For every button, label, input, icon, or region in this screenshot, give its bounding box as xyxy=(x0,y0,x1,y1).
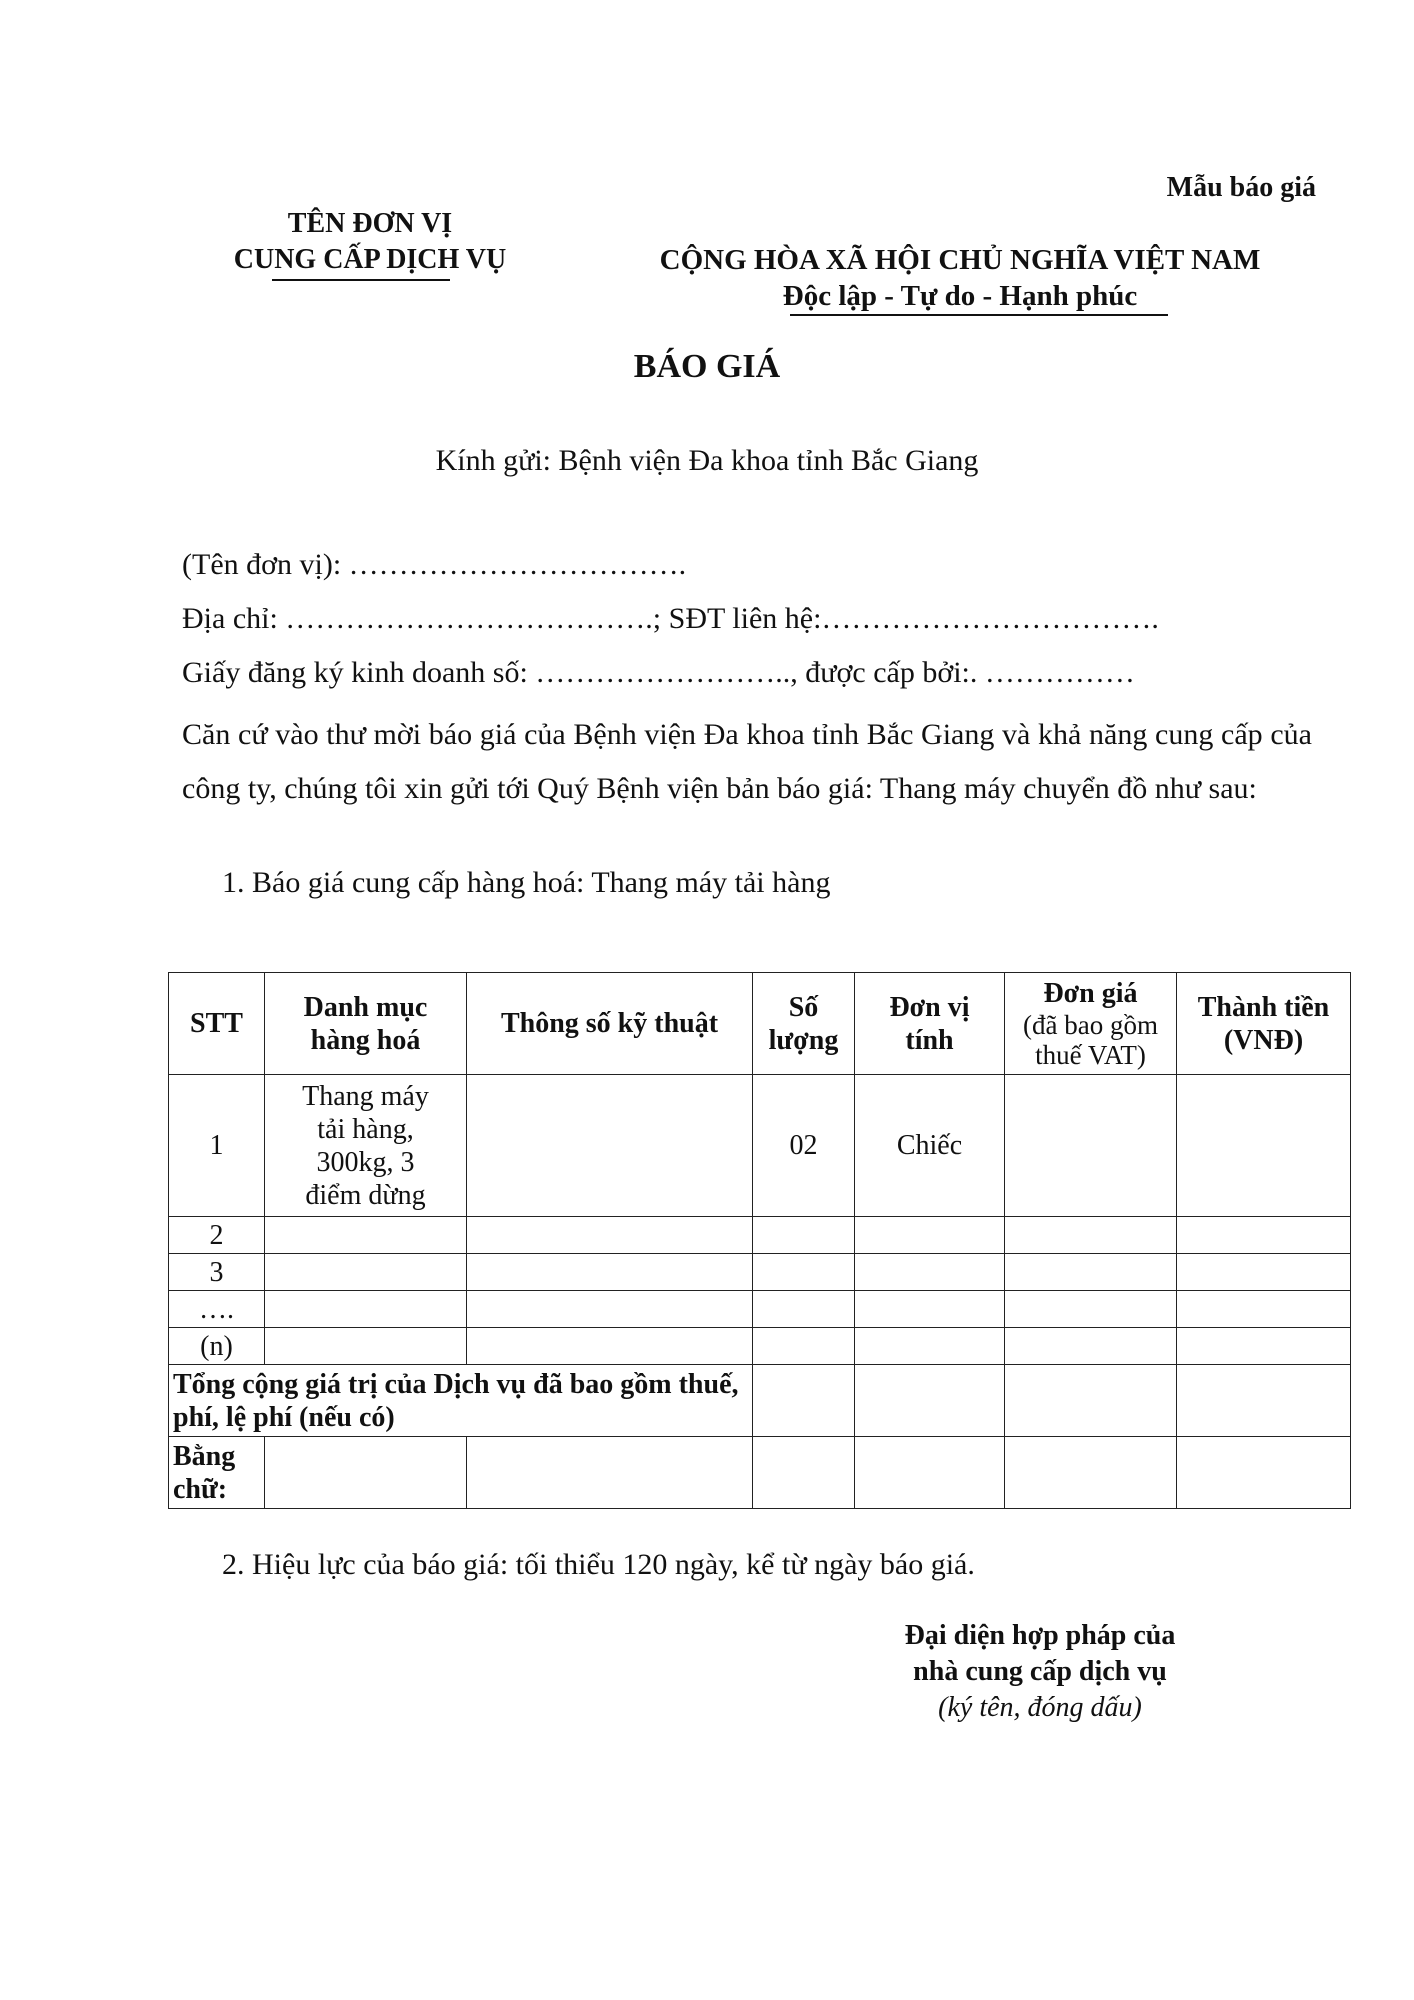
amount-in-words-label xyxy=(169,1437,265,1509)
motto-underline xyxy=(790,314,1168,316)
header-quantity-line2: lượng xyxy=(768,1024,839,1056)
row1-item-name-line3: 300kg, 3 xyxy=(316,1146,415,1178)
header-category xyxy=(265,973,467,1075)
table-row xyxy=(169,1328,1351,1365)
quotation-table xyxy=(168,972,1351,1509)
row-stt: …. xyxy=(169,1291,265,1328)
unit-name-field: (Tên đơn vị): ……………………………. xyxy=(182,548,687,581)
national-motto: Độc lập - Tự do - Hạnh phúc xyxy=(782,280,1138,312)
table-row xyxy=(169,1217,1351,1254)
header-unit-line1: Đơn vị xyxy=(889,991,970,1023)
total-label-line2: phí, lệ phí (nếu có) xyxy=(173,1401,395,1433)
row1-unit-price xyxy=(1005,1075,1177,1217)
intro-paragraph: Căn cứ vào thư mời báo giá của Bệnh viện Đa khoa tỉnh Bắc Giang và khả năng cung cấp của công ty, chúng tôi xin gửi tới Quý Bệnh viện bản báo giá: Thang máy chuyển đồ như sau: xyxy=(182,718,1312,805)
row1-specs xyxy=(467,1075,753,1217)
header-stt: STT xyxy=(169,973,265,1075)
row1-item-name-line1: Thang máy xyxy=(302,1080,429,1112)
total-label-line1: Tổng cộng giá trị của Dịch vụ đã bao gồm thuế, xyxy=(173,1368,739,1400)
amount-in-words-line1: Bằng xyxy=(173,1440,236,1472)
header-total-line1: Thành tiền xyxy=(1197,991,1330,1023)
table-row xyxy=(169,1075,1351,1217)
header-category-line1: Danh mục xyxy=(303,991,428,1023)
business-license-field: Giấy đăng ký kinh doanh số: …………………….., được cấp bởi:. …………… xyxy=(182,656,1135,689)
row1-unit: Chiếc xyxy=(855,1075,1005,1217)
form-template-label: Mẫu báo giá xyxy=(1166,172,1316,203)
header-unit-price-line1: Đơn giá xyxy=(1043,978,1138,1009)
row1-item-name xyxy=(265,1075,467,1217)
signature-line3: (ký tên, đóng dấu) xyxy=(938,1692,1142,1723)
organization-name-line2: CUNG CẤP DỊCH VỤ xyxy=(233,244,507,275)
organization-underline xyxy=(272,279,450,281)
row1-stt: 1 xyxy=(169,1075,265,1217)
header-unit-price-note2: thuế VAT) xyxy=(1035,1040,1146,1070)
row-stt: 3 xyxy=(169,1254,265,1291)
section-2-validity: 2. Hiệu lực của báo giá: tối thiểu 120 ngày, kể từ ngày báo giá. xyxy=(222,1548,975,1581)
section-1-heading: 1. Báo giá cung cấp hàng hoá: Thang máy tải hàng xyxy=(222,866,831,899)
signature-line1: Đại diện hợp pháp của xyxy=(904,1620,1176,1651)
address-field: Địa chỉ: ……………………………….; SĐT liên hệ:……………………………. xyxy=(182,602,1159,635)
header-category-line2: hàng hoá xyxy=(310,1024,421,1056)
republic-title: CỘNG HÒA XÃ HỘI CHỦ NGHĨA VIỆT NAM xyxy=(659,244,1261,276)
header-quantity xyxy=(753,973,855,1075)
header-specs: Thông số kỹ thuật xyxy=(467,973,753,1075)
signature-line2: nhà cung cấp dịch vụ xyxy=(913,1656,1167,1687)
header-total-line2: (VNĐ) xyxy=(1223,1024,1304,1056)
header-unit xyxy=(855,973,1005,1075)
row1-item-name-line4: điểm dừng xyxy=(305,1179,426,1211)
table-header-row xyxy=(169,973,1351,1075)
row-stt: (n) xyxy=(169,1328,265,1365)
amount-in-words-line2: chữ: xyxy=(173,1473,228,1505)
document-title: BÁO GIÁ xyxy=(633,348,781,385)
table-row xyxy=(169,1254,1351,1291)
organization-name xyxy=(200,206,540,278)
header-quantity-line1: Số xyxy=(788,991,819,1023)
recipient-line: Kính gửi: Bệnh viện Đa khoa tỉnh Bắc Giang xyxy=(435,444,979,477)
row1-item-name-line2: tải hàng, xyxy=(317,1113,414,1145)
row-stt: 2 xyxy=(169,1217,265,1254)
header-unit-price xyxy=(1005,973,1177,1075)
national-header xyxy=(600,242,1320,314)
header-unit-price-note1: (đã bao gồm xyxy=(1023,1010,1158,1040)
amount-in-words-row xyxy=(169,1437,1351,1509)
total-label xyxy=(169,1365,753,1437)
signature-block xyxy=(840,1618,1240,1726)
total-row xyxy=(169,1365,1351,1437)
table-row xyxy=(169,1291,1351,1328)
header-total xyxy=(1177,973,1351,1075)
row1-total xyxy=(1177,1075,1351,1217)
organization-name-line1: TÊN ĐƠN VỊ xyxy=(287,208,453,239)
header-unit-line2: tính xyxy=(905,1024,954,1056)
row1-quantity: 02 xyxy=(753,1075,855,1217)
